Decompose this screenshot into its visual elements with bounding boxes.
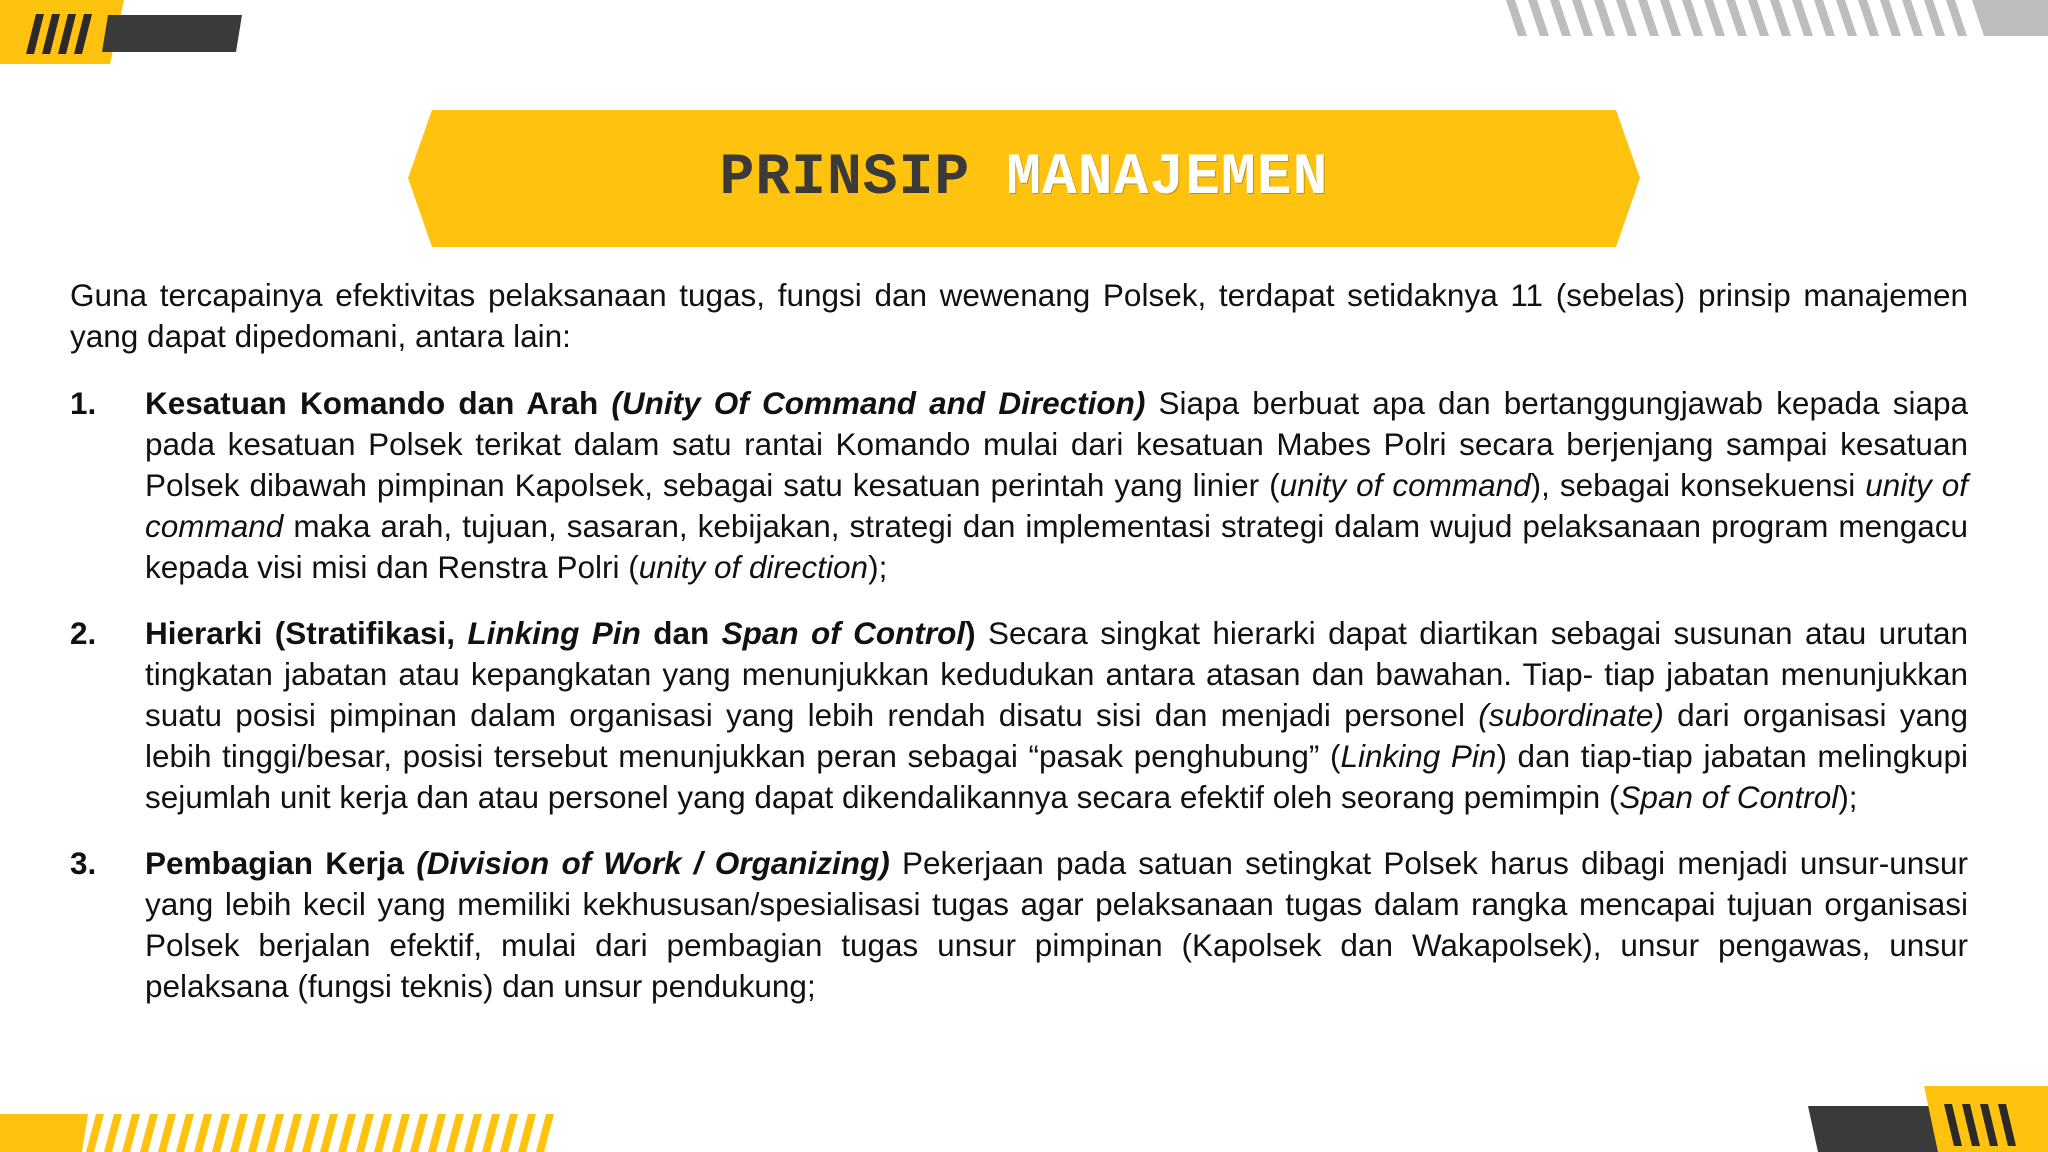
title-part-1: PRINSIP <box>719 146 971 211</box>
item-text-segment: Pekerjaan pada satuan setingkat Polsek harus dibagi menjadi unsur-unsur yang lebih kecil yang memiliki kekhususan/spesialisasi tugas agar pelaksanaan tugas dalam rangka mencapai tujuan organisasi Polsek berjalan efektif, mulai dari pembagian tugas unsur pimpinan (Kapolsek dan Wakapolsek), unsur pengawas, unsur pelaksana (fungsi teknis) dan unsur pendukung; <box>145 845 1968 1004</box>
item-text-segment: (Unity Of Command and Direction) <box>611 385 1146 421</box>
item-text-segment: Linking Pin <box>467 615 641 651</box>
item-text-segment: Pembagian Kerja <box>145 845 417 881</box>
item-text-segment: ) <box>965 615 976 651</box>
item-text-segment: Span of Control <box>1619 779 1839 815</box>
bottom-left-decoration <box>0 1112 560 1152</box>
item-text-segment: Linking Pin <box>1340 738 1497 774</box>
item-text <box>145 385 1968 585</box>
item-text-segment: Kesatuan Komando dan Arah <box>145 385 612 421</box>
slide-body <box>70 275 1968 1032</box>
title-part-2: MANAJEMEN <box>1006 146 1329 211</box>
item-number: 3. <box>70 845 97 881</box>
top-right-decoration <box>1496 0 2048 40</box>
item-text-segment: ) dan tiap-tiap jabatan melingkupi sejumlah unit kerja dan atau personel yang dapat dikendalikannya secara efektif oleh seorang pemimpin ( <box>145 738 1968 815</box>
principle-item <box>70 383 1968 588</box>
item-text-segment: ), sebagai konsekuensi <box>1530 467 1866 503</box>
title-banner <box>408 110 1640 247</box>
item-text-segment: dan <box>640 615 722 651</box>
item-text-segment: Siapa berbuat apa dan bertanggungjawab kepada siapa pada kesatuan Polsek terikat dalam satu rantai Komando mulai dari kesatuan Mabes Polri secara berjenjang sampai kesatuan Polsek dibawah pimpinan Kapolsek, sebagai satu kesatuan perintah yang linier ( <box>145 385 1969 503</box>
item-text <box>145 615 1968 815</box>
item-text-segment: (subordinate) <box>1478 697 1664 733</box>
principles-list <box>70 383 1968 1007</box>
principle-item <box>70 613 1968 818</box>
item-number: 1. <box>70 385 97 421</box>
item-text-segment: unity of command <box>145 467 1968 544</box>
principle-item <box>70 843 1968 1007</box>
item-text <box>145 845 1968 1004</box>
item-text-segment: Span of Control <box>721 615 966 651</box>
item-text-segment: unity of command <box>1279 467 1531 503</box>
page-title <box>408 110 1640 247</box>
item-text-segment: maka arah, tujuan, sasaran, kebijakan, strategi dan implementasi strategi dalam wujud pelaksanaan program mengacu kepada visi misi dan Renstra Polri ( <box>145 508 1968 585</box>
item-text-segment: ); <box>868 549 888 585</box>
intro-paragraph: Guna tercapainya efektivitas pelaksanaan tugas, fungsi dan wewenang Polsek, terdapat setidaknya 11 (sebelas) prinsip manajemen yang dapat dipedomani, antara lain: <box>70 277 1968 354</box>
item-text-segment: (Division of Work / Organizing) <box>416 845 890 881</box>
item-text-segment: unity of direction <box>638 549 869 585</box>
item-number: 2. <box>70 615 97 651</box>
item-text-segment: dari organisasi yang lebih tinggi/besar, posisi tersebut menunjukkan peran sebagai “pasak penghubung” ( <box>145 697 1969 774</box>
top-left-decoration <box>0 0 250 64</box>
item-text-segment: Secara singkat hierarki dapat diartikan sebagai susunan atau urutan tingkatan jabatan atau kepangkatan yang menunjukkan kedudukan antara atasan dan bawahan. Tiap- tiap jabatan menunjukkan suatu posisi pimpinan dalam organisasi yang lebih rendah disatu sisi dan menjadi personel <box>145 615 1968 733</box>
item-text-segment: Hierarki (Stratifikasi, <box>145 615 468 651</box>
bottom-right-decoration <box>1804 1086 2048 1152</box>
item-text-segment: ); <box>1838 779 1858 815</box>
